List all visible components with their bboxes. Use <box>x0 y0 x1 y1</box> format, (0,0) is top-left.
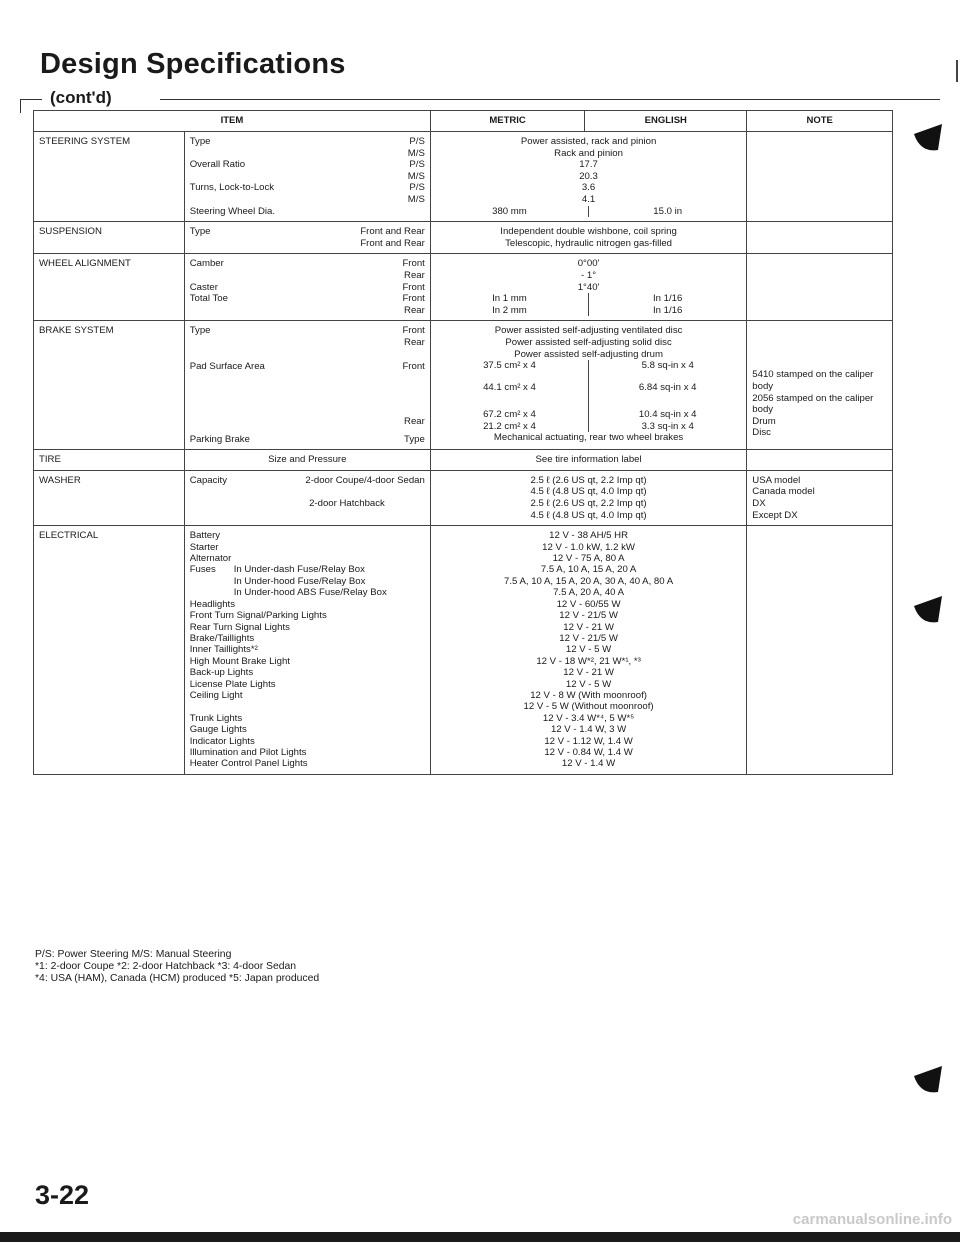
value-text: 2.5 ℓ (2.6 US qt, 2.2 Imp qt) <box>530 474 647 486</box>
value-text: 3.6 <box>581 182 596 194</box>
value-text: 12 V - 5 W <box>565 644 612 656</box>
item-qualifier: 2-door Coupe/4-door Sedan <box>305 474 425 486</box>
item-qualifier: Front <box>402 281 425 293</box>
item-cell <box>184 321 430 450</box>
tab-marker-icon <box>912 592 946 626</box>
item-qualifier: Front <box>402 293 425 305</box>
value-text: 12 V - 21/5 W <box>559 632 618 644</box>
value-text: 12 V - 0.84 W, 1.4 W <box>544 746 633 758</box>
value-text: 4.1 <box>581 193 596 205</box>
note-text: Drum <box>752 415 776 427</box>
item-qualifier: Front and Rear <box>360 226 425 238</box>
system-label: WHEEL ALIGNMENT <box>34 254 185 321</box>
value-text: Power assisted self-adjusting ventilated disc <box>494 325 683 337</box>
system-label: BRAKE SYSTEM <box>34 321 185 450</box>
note-text: Disc <box>752 427 771 439</box>
item-qualifier: Front and Rear <box>360 237 425 249</box>
item-qualifier: P/S <box>409 182 425 194</box>
bottom-border <box>0 1232 960 1242</box>
header-english: ENGLISH <box>585 111 747 132</box>
table-row-tire <box>34 450 893 471</box>
value-text: 4.5 ℓ (4.8 US qt, 4.0 Imp qt) <box>530 509 647 521</box>
value-cell <box>430 321 746 450</box>
system-label: TIRE <box>34 450 185 471</box>
value-english: 15.0 in <box>653 205 683 217</box>
value-text: 2.5 ℓ (2.6 US qt, 2.2 Imp qt) <box>530 498 647 510</box>
item-label: Turns, Lock-to-Lock <box>189 182 275 194</box>
note-cell <box>747 470 893 525</box>
item-cell <box>184 132 430 222</box>
value-text: 1°40' <box>577 281 600 293</box>
table-row-suspension <box>34 222 893 254</box>
note-cell <box>747 222 893 254</box>
value-text: Mechanical actuating, rear two wheel brakes <box>493 432 684 444</box>
section-header <box>20 88 940 110</box>
table-row-steering <box>34 132 893 222</box>
value-text: 12 V - 21/5 W <box>559 610 618 622</box>
value-cell <box>430 222 746 254</box>
item-label: Brake/Taillights <box>189 632 255 644</box>
item-qualifier: Front <box>402 360 425 372</box>
system-label: WASHER <box>34 470 185 525</box>
value-cell <box>430 526 746 775</box>
table-row-alignment <box>34 254 893 321</box>
item-label: Battery <box>189 530 221 542</box>
footnote-line: *1: 2-door Coupe *2: 2-door Hatchback *3: 4-door Sedan <box>35 961 297 972</box>
item-label: Inner Taillights*² <box>189 644 258 656</box>
item-qualifier: Type <box>404 433 425 445</box>
item-label: In Under-dash Fuse/Relay Box <box>233 564 365 576</box>
tab-marker-icon <box>912 1062 946 1096</box>
table-row-washer <box>34 470 893 525</box>
value-metric: 380 mm <box>431 206 589 218</box>
item-label: Gauge Lights <box>189 724 247 736</box>
note-text: DX <box>752 498 766 510</box>
value-text: 7.5 A, 10 A, 15 A, 20 A, 30 A, 40 A, 80 A <box>504 575 674 587</box>
table-row-brake <box>34 321 893 450</box>
item-label: Back-up Lights <box>189 667 254 679</box>
item-label: Total Toe <box>189 293 228 305</box>
item-label: Alternator <box>189 553 232 565</box>
item-qualifier: M/S <box>407 170 425 182</box>
value-cell <box>430 450 746 471</box>
item-qualifier: P/S <box>409 136 425 147</box>
item-label: Ceiling Light <box>189 689 243 701</box>
note-cell <box>747 321 893 450</box>
note-text: 2056 stamped on the caliper body <box>752 392 874 416</box>
item-label: Capacity <box>189 474 228 486</box>
item-label: License Plate Lights <box>189 678 276 690</box>
item-label: Parking Brake <box>189 433 250 445</box>
table-header-row <box>34 111 893 132</box>
item-qualifier: M/S <box>407 193 425 205</box>
value-english: In 1/16 <box>653 304 683 316</box>
value-text: 12 V - 8 W (With moonroof) <box>530 689 647 701</box>
value-text: 12 V - 21 W <box>563 621 614 633</box>
item-qualifier: Front <box>402 325 425 337</box>
edge-mark <box>956 60 958 82</box>
item-label: Rear Turn Signal Lights <box>189 621 290 633</box>
note-cell <box>747 132 893 222</box>
value-text: Telescopic, hydraulic nitrogen gas-filled <box>505 237 673 249</box>
value-metric: 44.1 cm² x 4 <box>431 382 589 394</box>
item-cell <box>184 222 430 254</box>
system-label: ELECTRICAL <box>34 526 185 775</box>
page-number: 3-22 <box>35 1180 90 1210</box>
value-text: 12 V - 1.0 kW, 1.2 kW <box>542 541 635 553</box>
value-metric: 37.5 cm² x 4 <box>431 360 589 372</box>
item-label: Illumination and Pilot Lights <box>189 746 307 758</box>
watermark: carmanualsonline.info <box>792 1211 952 1228</box>
item-label: Type <box>189 226 211 238</box>
note-text: 5410 stamped on the caliper body <box>752 369 874 392</box>
value-metric: 21.2 cm² x 4 <box>431 421 589 433</box>
item-label: In Under-hood Fuse/Relay Box <box>233 575 366 587</box>
value-text: 12 V - 21 W <box>563 667 614 679</box>
system-label: SUSPENSION <box>34 222 185 254</box>
item-qualifier: P/S <box>409 159 425 171</box>
value-text: Rack and pinion <box>554 147 623 159</box>
value-cell <box>430 470 746 525</box>
divider <box>20 99 42 100</box>
value-english: 5.8 sq-in x 4 <box>641 360 694 372</box>
item-qualifier: M/S <box>407 147 425 159</box>
value-text: Power assisted, rack and pinion <box>520 136 657 147</box>
value-text: See tire information label <box>535 454 642 466</box>
item-label: Heater Control Panel Lights <box>189 758 308 770</box>
note-cell <box>747 254 893 321</box>
item-cell <box>184 450 430 471</box>
value-text: 12 V - 3.4 W*⁴, 5 W*⁵ <box>542 712 635 724</box>
tab-marker-icon <box>912 120 946 154</box>
value-text: 12 V - 1.12 W, 1.4 W <box>544 735 633 747</box>
item-label: Pad Surface Area <box>189 360 265 372</box>
item-qualifier: 2-door Hatchback <box>309 498 385 510</box>
value-text: 20.3 <box>579 170 598 182</box>
item-label: Caster <box>189 281 218 293</box>
value-metric: 67.2 cm² x 4 <box>431 409 589 421</box>
value-text: Independent double wishbone, coil spring <box>500 226 677 238</box>
value-text: 4.5 ℓ (4.8 US qt, 4.0 Imp qt) <box>530 486 647 498</box>
item-label: Overall Ratio <box>189 159 246 171</box>
value-text: 12 V - 18 W*², 21 W*¹, *³ <box>536 655 641 667</box>
note-cell <box>747 450 893 471</box>
value-text: 0°00' <box>577 258 600 270</box>
value-text: 12 V - 5 W (Without moonroof) <box>523 701 654 713</box>
value-metric: In 1 mm <box>431 293 589 305</box>
value-text: 17.7 <box>579 159 598 171</box>
value-text: - 1° <box>581 269 597 281</box>
item-qualifier: Rear <box>404 336 425 348</box>
item-cell <box>184 254 430 321</box>
header-metric: METRIC <box>430 111 584 132</box>
item-qualifier: Rear <box>404 304 425 316</box>
value-text: 12 V - 5 W <box>565 678 612 690</box>
value-text: Power assisted self-adjusting drum <box>514 348 663 360</box>
item-label: Steering Wheel Dia. <box>189 205 276 217</box>
value-text: 12 V - 60/55 W <box>556 598 621 610</box>
value-text: Power assisted self-adjusting solid disc <box>505 336 672 348</box>
footnote-line: P/S: Power Steering M/S: Manual Steering <box>35 949 232 960</box>
value-text: 7.5 A, 20 A, 40 A <box>553 587 625 599</box>
value-english: 10.4 sq-in x 4 <box>638 409 697 421</box>
value-text: 7.5 A, 10 A, 15 A, 20 A <box>540 564 637 576</box>
divider <box>20 99 21 113</box>
value-english: 3.3 sq-in x 4 <box>641 420 694 432</box>
item-label: Front Turn Signal/Parking Lights <box>189 610 327 622</box>
item-label: Size and Pressure <box>268 454 347 466</box>
table-row-electrical <box>34 526 893 775</box>
note-cell <box>747 526 893 775</box>
item-label: In Under-hood ABS Fuse/Relay Box <box>233 587 387 599</box>
item-label: Fuses <box>189 564 216 576</box>
system-label: STEERING SYSTEM <box>34 132 185 222</box>
item-label: Camber <box>189 258 224 270</box>
item-label: Headlights <box>189 598 236 610</box>
item-label: Trunk Lights <box>189 712 243 724</box>
note-text: Canada model <box>752 486 815 498</box>
value-cell <box>430 132 746 222</box>
item-label: Indicator Lights <box>189 735 255 747</box>
header-note: NOTE <box>747 111 893 132</box>
divider <box>160 99 940 100</box>
page-subtitle: (cont'd) <box>50 88 112 107</box>
note-text: Except DX <box>752 509 798 521</box>
spec-table <box>33 110 893 775</box>
item-label: High Mount Brake Light <box>189 655 290 667</box>
item-label: Type <box>189 325 211 337</box>
value-text: 12 V - 75 A, 80 A <box>552 553 625 565</box>
item-qualifier: Rear <box>404 416 425 428</box>
header-item: ITEM <box>34 111 431 132</box>
value-english: In 1/16 <box>653 293 683 305</box>
item-cell <box>184 470 430 525</box>
footnotes <box>35 949 319 985</box>
value-text: 12 V - 38 AH/5 HR <box>549 530 629 542</box>
note-text: USA model <box>752 474 801 486</box>
item-qualifier: Rear <box>404 269 425 281</box>
page-title: Design Specifications <box>40 48 346 80</box>
value-cell <box>430 254 746 321</box>
value-text: 12 V - 1.4 W <box>561 758 616 770</box>
item-qualifier: Front <box>402 258 425 270</box>
value-text: 12 V - 1.4 W, 3 W <box>550 724 627 736</box>
item-cell <box>184 526 430 775</box>
item-label: Starter <box>189 541 219 553</box>
item-label: Type <box>189 136 211 147</box>
value-english: 6.84 sq-in x 4 <box>638 381 697 393</box>
footnote-line: *4: USA (HAM), Canada (HCM) produced *5: Japan produced <box>35 973 320 984</box>
value-metric: In 2 mm <box>431 305 589 317</box>
